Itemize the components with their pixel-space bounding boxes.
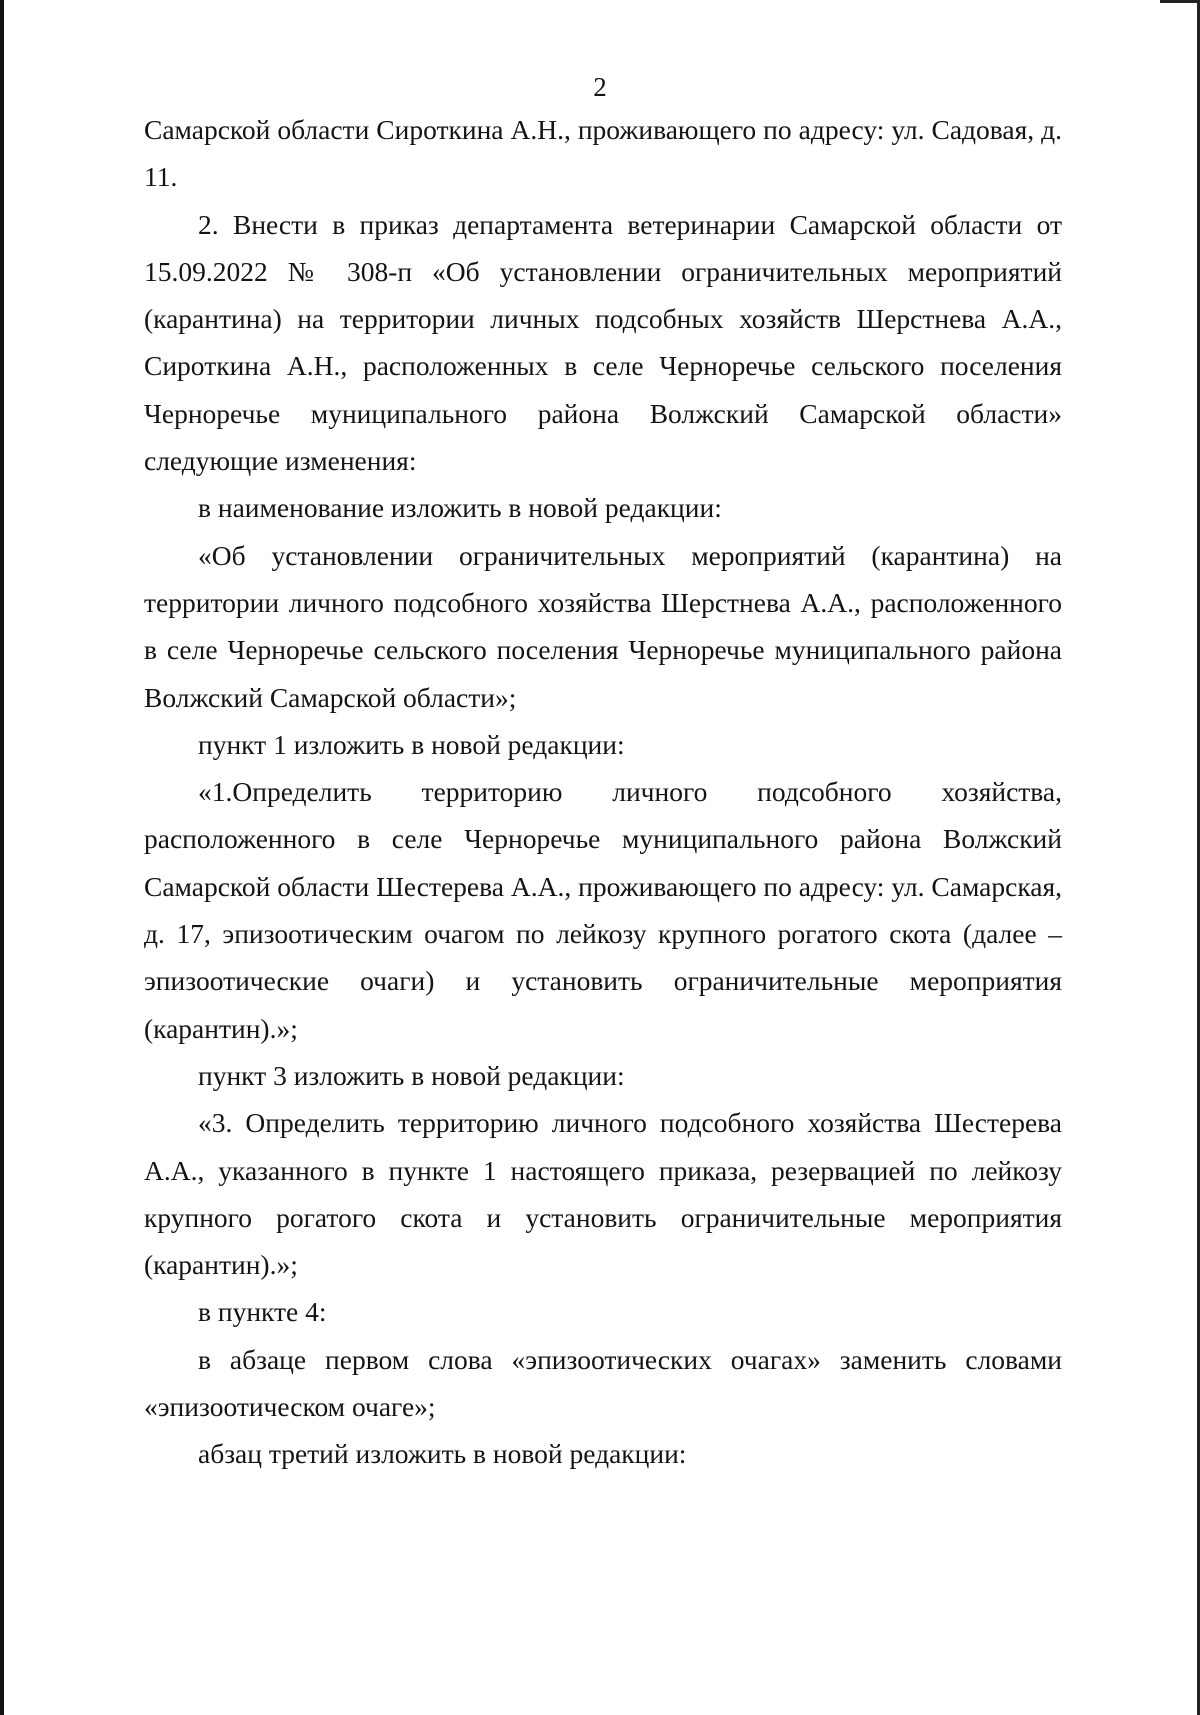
paragraph: в пункте 4: xyxy=(198,1296,327,1328)
paragraph: в наименование изложить в новой редакции: xyxy=(198,492,722,524)
paragraph: «Об установлении ограничительных мероприятий (карантина) на территории личного подсобного хозяйства Шерстнева А.А., расположенного в селе Черноречье сельского поселения Черноречье муниципального района Волжский Самарской области»; xyxy=(144,539,1062,713)
scan-top-edge xyxy=(1160,0,1200,3)
paragraph: Самарской области Сироткина А.Н., проживающего по адресу: ул. Садовая, д. 11. xyxy=(144,114,1062,193)
paragraph: 2. Внести в приказ департамента ветеринарии Самарской области от 15.09.2022 № 308-п «Об установлении ограничительных мероприятий (карантина) на территории личных подсобных хозяйств Шерстнева А.А., Сироткина А.Н., расположенных в селе Черноречье сельского поселения Черноречье муниципального района Волжский Самарской области» следующие изменения: xyxy=(144,208,1062,477)
paragraph: «3. Определить территорию личного подсобного хозяйства Шестерева А.А., указанного в пункте 1 настоящего приказа, резервацией по лейкозу крупного рогатого скота и установить ограничительные мероприятия (карантин).»; xyxy=(144,1107,1062,1281)
paragraph: в абзаце первом слова «эпизоотических очагах» заменить словами «эпизоотическом очаге»; xyxy=(144,1343,1062,1423)
page-number: 2 xyxy=(593,72,607,102)
scan-left-edge xyxy=(0,0,4,1715)
paragraph: «1.Определить территорию личного подсобного хозяйства, расположенного в селе Черноречье муниципального района Волжский Самарской области Шестерева А.А., проживающего по адресу: ул. Самарская, д. 17, эпизоотическим очагом по лейкозу крупного рогатого скота (далее – эпизоотические очаги) и установить ограничительные мероприятия (карантин).»; xyxy=(144,776,1062,1044)
paragraph: пункт 1 изложить в новой редакции: xyxy=(198,728,625,760)
paragraph: пункт 3 изложить в новой редакции: xyxy=(198,1059,625,1091)
paragraph: абзац третий изложить в новой редакции: xyxy=(198,1438,687,1470)
document-body xyxy=(144,106,1062,1478)
